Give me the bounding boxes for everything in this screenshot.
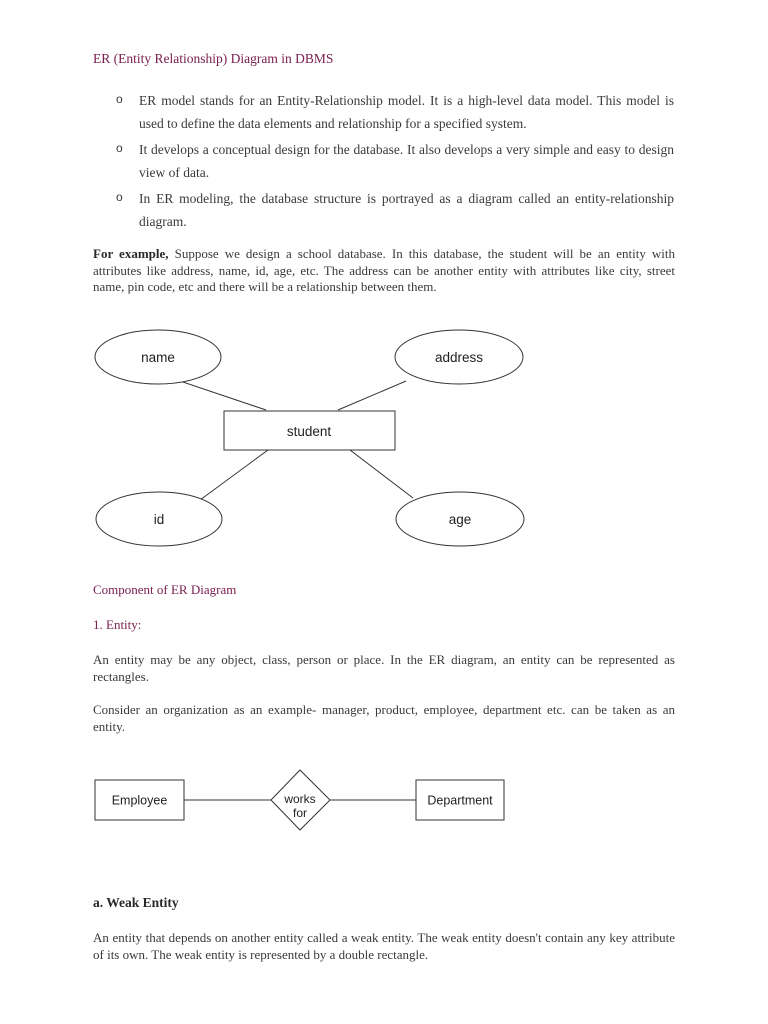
bullet-text: ER model stands for an Entity-Relationship model. It is a high-level data model. This model is used to define the data elements and relationship for a specified system. <box>139 93 674 131</box>
example-text: Suppose we design a school database. In this database, the student will be an entity with attributes like address, name, id, age, etc. The address can be another entity with attributes like city, street name, pin code, etc and there will be a relationship between them. <box>93 246 676 294</box>
example-label: For example, <box>93 246 169 261</box>
list-item <box>116 187 676 233</box>
entity-employee-label: Employee <box>111 793 168 808</box>
bullet-list <box>116 89 676 233</box>
attribute-id-label: id <box>153 512 165 527</box>
bullet-marker: o <box>116 92 123 106</box>
connector-line <box>200 450 268 500</box>
bullet-text: It develops a conceptual design for the database. It also develops a very simple and easy to design view of data. <box>139 142 674 180</box>
er-diagram-employee-department <box>90 765 510 837</box>
entity-paragraph-1: An entity may be any object, class, person or place. In the ER diagram, an entity can be represented as rectangles. <box>93 652 675 684</box>
attribute-age-label: age <box>448 512 472 527</box>
er-diagram-student <box>88 325 533 555</box>
connector-line <box>350 450 413 498</box>
bullet-marker: o <box>116 141 123 155</box>
entity-department-label: Department <box>427 793 493 808</box>
connector-line <box>338 381 406 410</box>
example-paragraph <box>93 246 675 296</box>
entity-heading: 1. Entity: <box>93 617 142 632</box>
entity-student-label: student <box>286 424 332 439</box>
bullet-text: In ER modeling, the database structure is portrayed as a diagram called an entity-relationship diagram. <box>139 191 674 229</box>
relationship-label-line1: works <box>284 792 316 806</box>
list-item <box>116 138 676 184</box>
relationship-label-line2: for <box>292 806 308 820</box>
component-heading: Component of ER Diagram <box>93 582 237 597</box>
bullet-marker: o <box>116 190 123 204</box>
weak-entity-paragraph: An entity that depends on another entity called a weak entity. The weak entity doesn't contain any key attribute of its own. The weak entity is represented by a double rectangle. <box>93 930 675 962</box>
list-item <box>116 89 676 135</box>
page-title: ER (Entity Relationship) Diagram in DBMS <box>93 51 334 66</box>
entity-paragraph-2: Consider an organization as an example- manager, product, employee, department etc. can be taken as an entity. <box>93 702 675 734</box>
attribute-name-label: name <box>141 350 175 365</box>
attribute-address-label: address <box>434 350 484 365</box>
weak-entity-heading: a. Weak Entity <box>93 895 179 910</box>
